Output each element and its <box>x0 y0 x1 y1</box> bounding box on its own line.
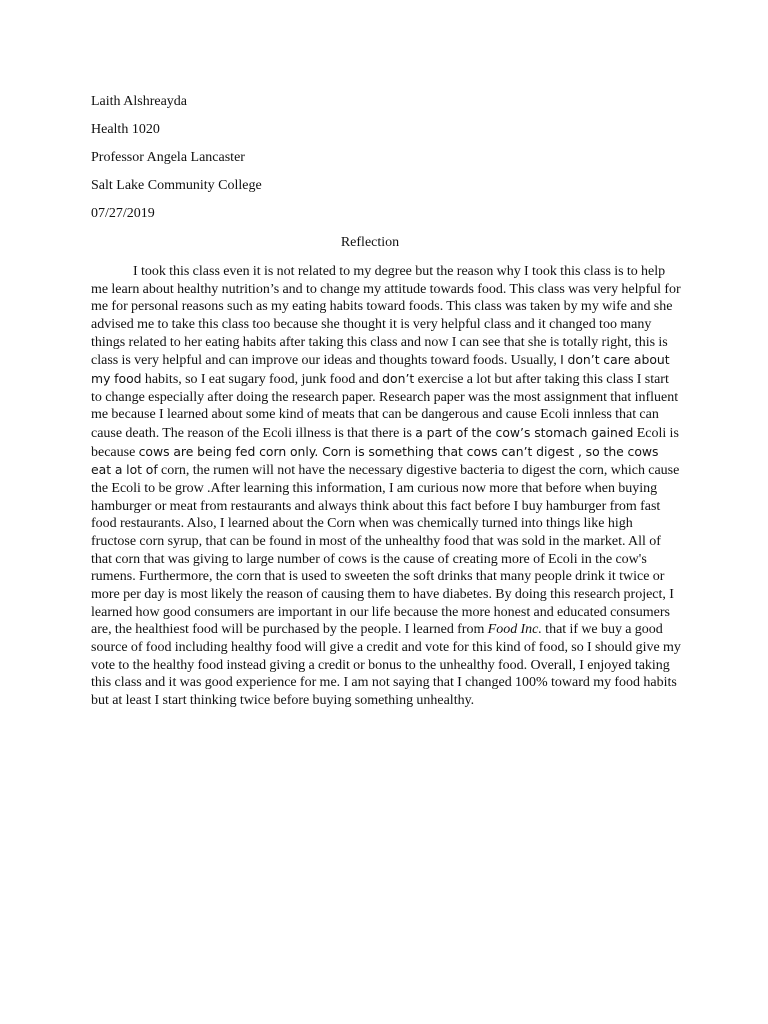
document-title: Reflection <box>340 235 400 250</box>
body-segment: Ecoli is because <box>91 426 679 460</box>
course-name: Health 1020 <box>91 122 160 137</box>
body-segment: and to change my attitude towards food. This class was very helpful for me for personal reasons such as my eating habits toward foods. This class was taken by my wife and she advised me to take this class too because she thought it is very helpful class and it changed too many things related to her eating habits after taking this class and now I can see that she is totally right, this is class is very helpful and can improve our ideas and thoughts toward foods. Usually, <box>91 281 681 369</box>
body-text <box>91 263 681 710</box>
body-segment-italic: Food Inc. <box>487 622 542 638</box>
body-segment: I don’t care about my food <box>91 352 670 387</box>
school-name: Salt Lake Community College <box>91 178 262 193</box>
document-date: 07/27/2019 <box>91 206 155 221</box>
body-segment: corn, the rumen will not have the necessary digestive bacteria to digest the corn, which cause the Ecoli to be grow .After learning this information, I am curious now more that before when buying hamburger or meat from restaurants and always think about this fact before I buy hamburger from fast food restaurants. Also, I learned about the Corn when was chemically turned into things like high fructose corn syrup, that can be found in most of the unhealthy food that was sold in the market. All of that corn that was giving to large number of cows is the cause of creating more of Ecoli in the cow's rumens. Furthermore, the corn that is used to sweeten the soft drinks that many people drink it twice or more per day is most likely the reason of causing them to have diabetes. By doing this research project, I learned how good consumers are important in our life because the more honest and educated consumers are, the healthiest food will be purchased by the people. I learned from <box>91 463 680 638</box>
body-segment: cows are being fed corn only. Corn is something that cows can’t digest , so the cows eat a lot of <box>91 443 659 478</box>
body-segment: I took this class even it is not related to my degree but the reason why I took this class is to help me learn about healthy <box>91 264 666 297</box>
body-segment: don’t <box>382 371 415 387</box>
body-segment: habits, so I eat sugary food, junk food and <box>141 372 383 388</box>
body-segment: a part of the cow’s stomach gained <box>415 425 634 441</box>
author-name: Laith Alshreayda <box>91 94 188 109</box>
body-segment: that if we buy a good source of food including healthy food will give a credit and vote for this kind of food, so I should give my vote to the healthy food instead giving a credit or bonus to the unhealthy food. Overall, I enjoyed taking this class and it was good experience for me. I am not saying that I changed 100% toward my food habits but at least I start thinking twice before buying something unhealthy. <box>91 622 681 709</box>
body-segment: nutrition’s <box>221 281 280 297</box>
body-paragraph <box>91 263 681 710</box>
body-segment: exercise a lot but after taking this class I start to change especially after doing the research paper. Research paper was the most assignment that influent me because I learned about some kind of meats that can be dangerous and cause Ecoli innless that can cause death. The reason of the Ecoli illness is that there is <box>91 372 679 442</box>
professor-name: Professor Angela Lancaster <box>91 150 245 165</box>
